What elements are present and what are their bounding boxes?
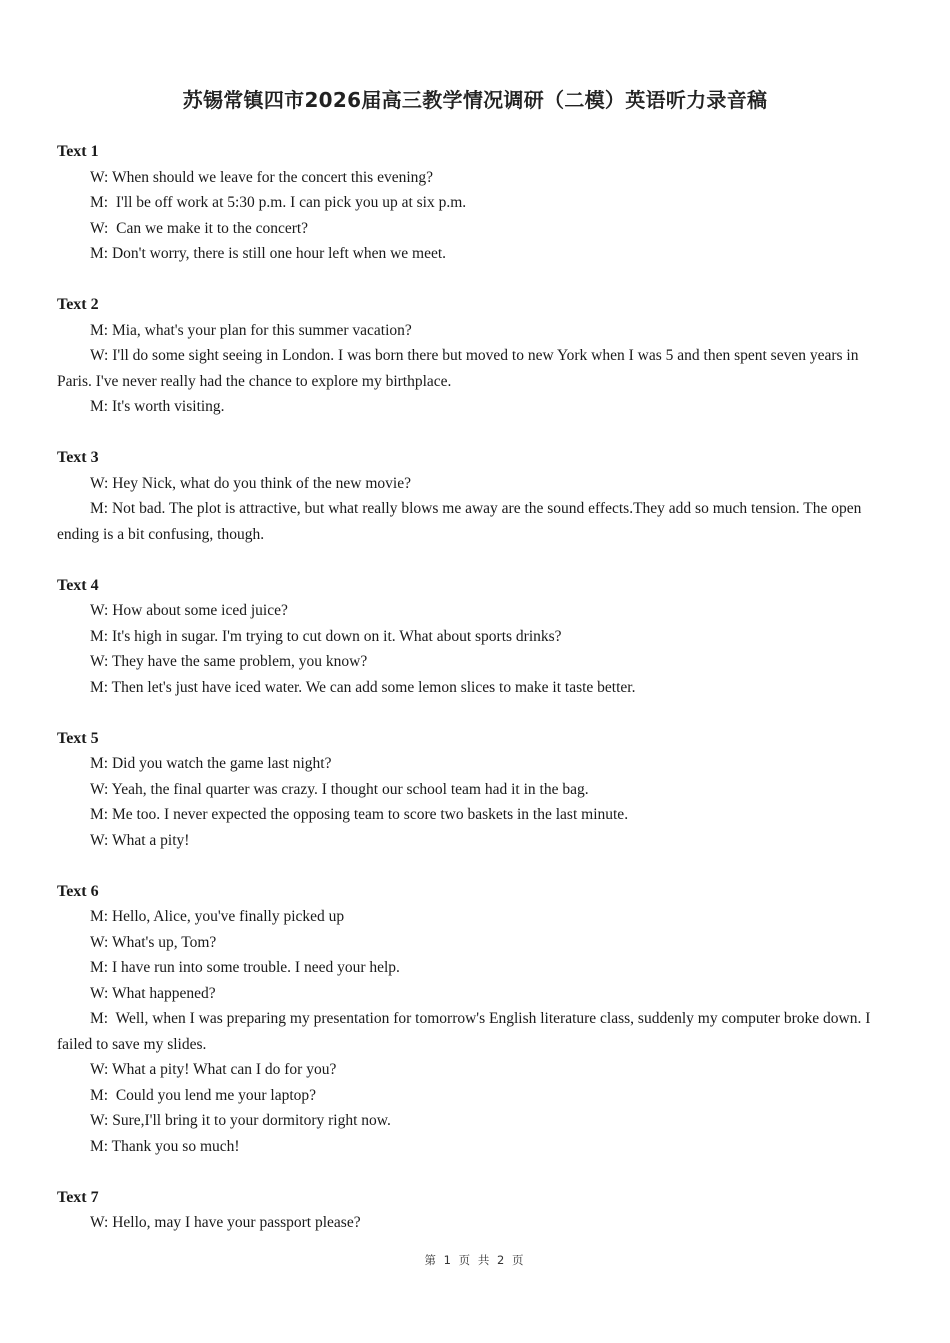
text-section xyxy=(57,445,893,547)
dialogue-line: W: What a pity! xyxy=(90,831,190,849)
dialogue-line: W: How about some iced juice? xyxy=(90,602,288,619)
text-section xyxy=(57,573,893,701)
text-section xyxy=(57,726,893,854)
section-heading: Text 5 xyxy=(57,729,99,747)
dialogue-line: M: I have run into some trouble. I need your help. xyxy=(90,959,400,976)
dialogue-line: W: When should we leave for the concert this evening? xyxy=(90,168,434,186)
dialogue-line: M: Did you watch the game last night? xyxy=(90,755,332,772)
dialogue-line: W: What a pity! What can I do for you? xyxy=(90,1061,337,1078)
dialogue-line: M: Hello, Alice, you've finally picked up xyxy=(90,908,345,925)
dialogue-line: M: It's high in sugar. I'm trying to cut down on it. What about sports drinks? xyxy=(90,627,562,645)
text-section xyxy=(57,879,893,1160)
dialogue-line: M: I'll be off work at 5:30 p.m. I can pick you up at six p.m. xyxy=(90,194,467,211)
dialogue-line: M: Well, when I was preparing my presentation for tomorrow's English literature class, suddenly my computer broke down. I failed to save my slides. xyxy=(57,1010,875,1053)
document-title: 苏锡常镇四市2026届高三教学情况调研（二模）英语听力录音稿 xyxy=(182,88,768,112)
dialogue-line: W: Can we make it to the concert? xyxy=(90,219,309,237)
dialogue-line: M: Don't worry, there is still one hour left when we meet. xyxy=(90,245,447,262)
dialogue-line: M: Not bad. The plot is attractive, but what really blows me away are the sound effects.They add so much tension. The open ending is a bit confusing, though. xyxy=(57,500,866,543)
dialogue-line: M: Could you lend me your laptop? xyxy=(90,1086,317,1104)
dialogue-line: W: Sure,I'll bring it to your dormitory right now. xyxy=(90,1112,391,1129)
dialogue-line: W: What's up, Tom? xyxy=(90,933,217,951)
dialogue-line: W: Hey Nick, what do you think of the new movie? xyxy=(90,474,411,492)
dialogue-line: M: Thank you so much! xyxy=(90,1137,240,1155)
dialogue-line: W: Yeah, the final quarter was crazy. I thought our school team had it in the bag. xyxy=(90,780,589,798)
section-heading: Text 3 xyxy=(57,449,99,466)
dialogue-line: M: Then let's just have iced water. We can add some lemon slices to make it taste better. xyxy=(90,678,636,696)
text-section xyxy=(57,139,893,267)
dialogue-line: M: Mia, what's your plan for this summer vacation? xyxy=(90,321,412,339)
dialogue-line: W: I'll do some sight seeing in London. I was born there but moved to new York when I was 5 and then spent seven years in Paris. I've never really had the chance to explore my birthplace. xyxy=(57,347,863,390)
text-section xyxy=(57,1185,893,1236)
text-section xyxy=(57,292,893,420)
transcript-body xyxy=(57,139,893,1261)
section-heading: Text 2 xyxy=(57,296,99,313)
section-heading: Text 6 xyxy=(57,882,99,900)
dialogue-line: W: They have the same problem, you know? xyxy=(90,653,368,670)
section-heading: Text 4 xyxy=(57,576,99,594)
page-footer: 第 1 页 共 2 页 xyxy=(424,1253,526,1267)
dialogue-line: W: What happened? xyxy=(90,984,216,1002)
dialogue-line: M: Me too. I never expected the opposing team to score two baskets in the last minute. xyxy=(90,806,629,823)
section-heading: Text 1 xyxy=(57,143,99,160)
dialogue-line: M: It's worth visiting. xyxy=(90,398,225,415)
section-heading: Text 7 xyxy=(57,1188,99,1206)
dialogue-line: W: Hello, may I have your passport please? xyxy=(90,1214,361,1231)
